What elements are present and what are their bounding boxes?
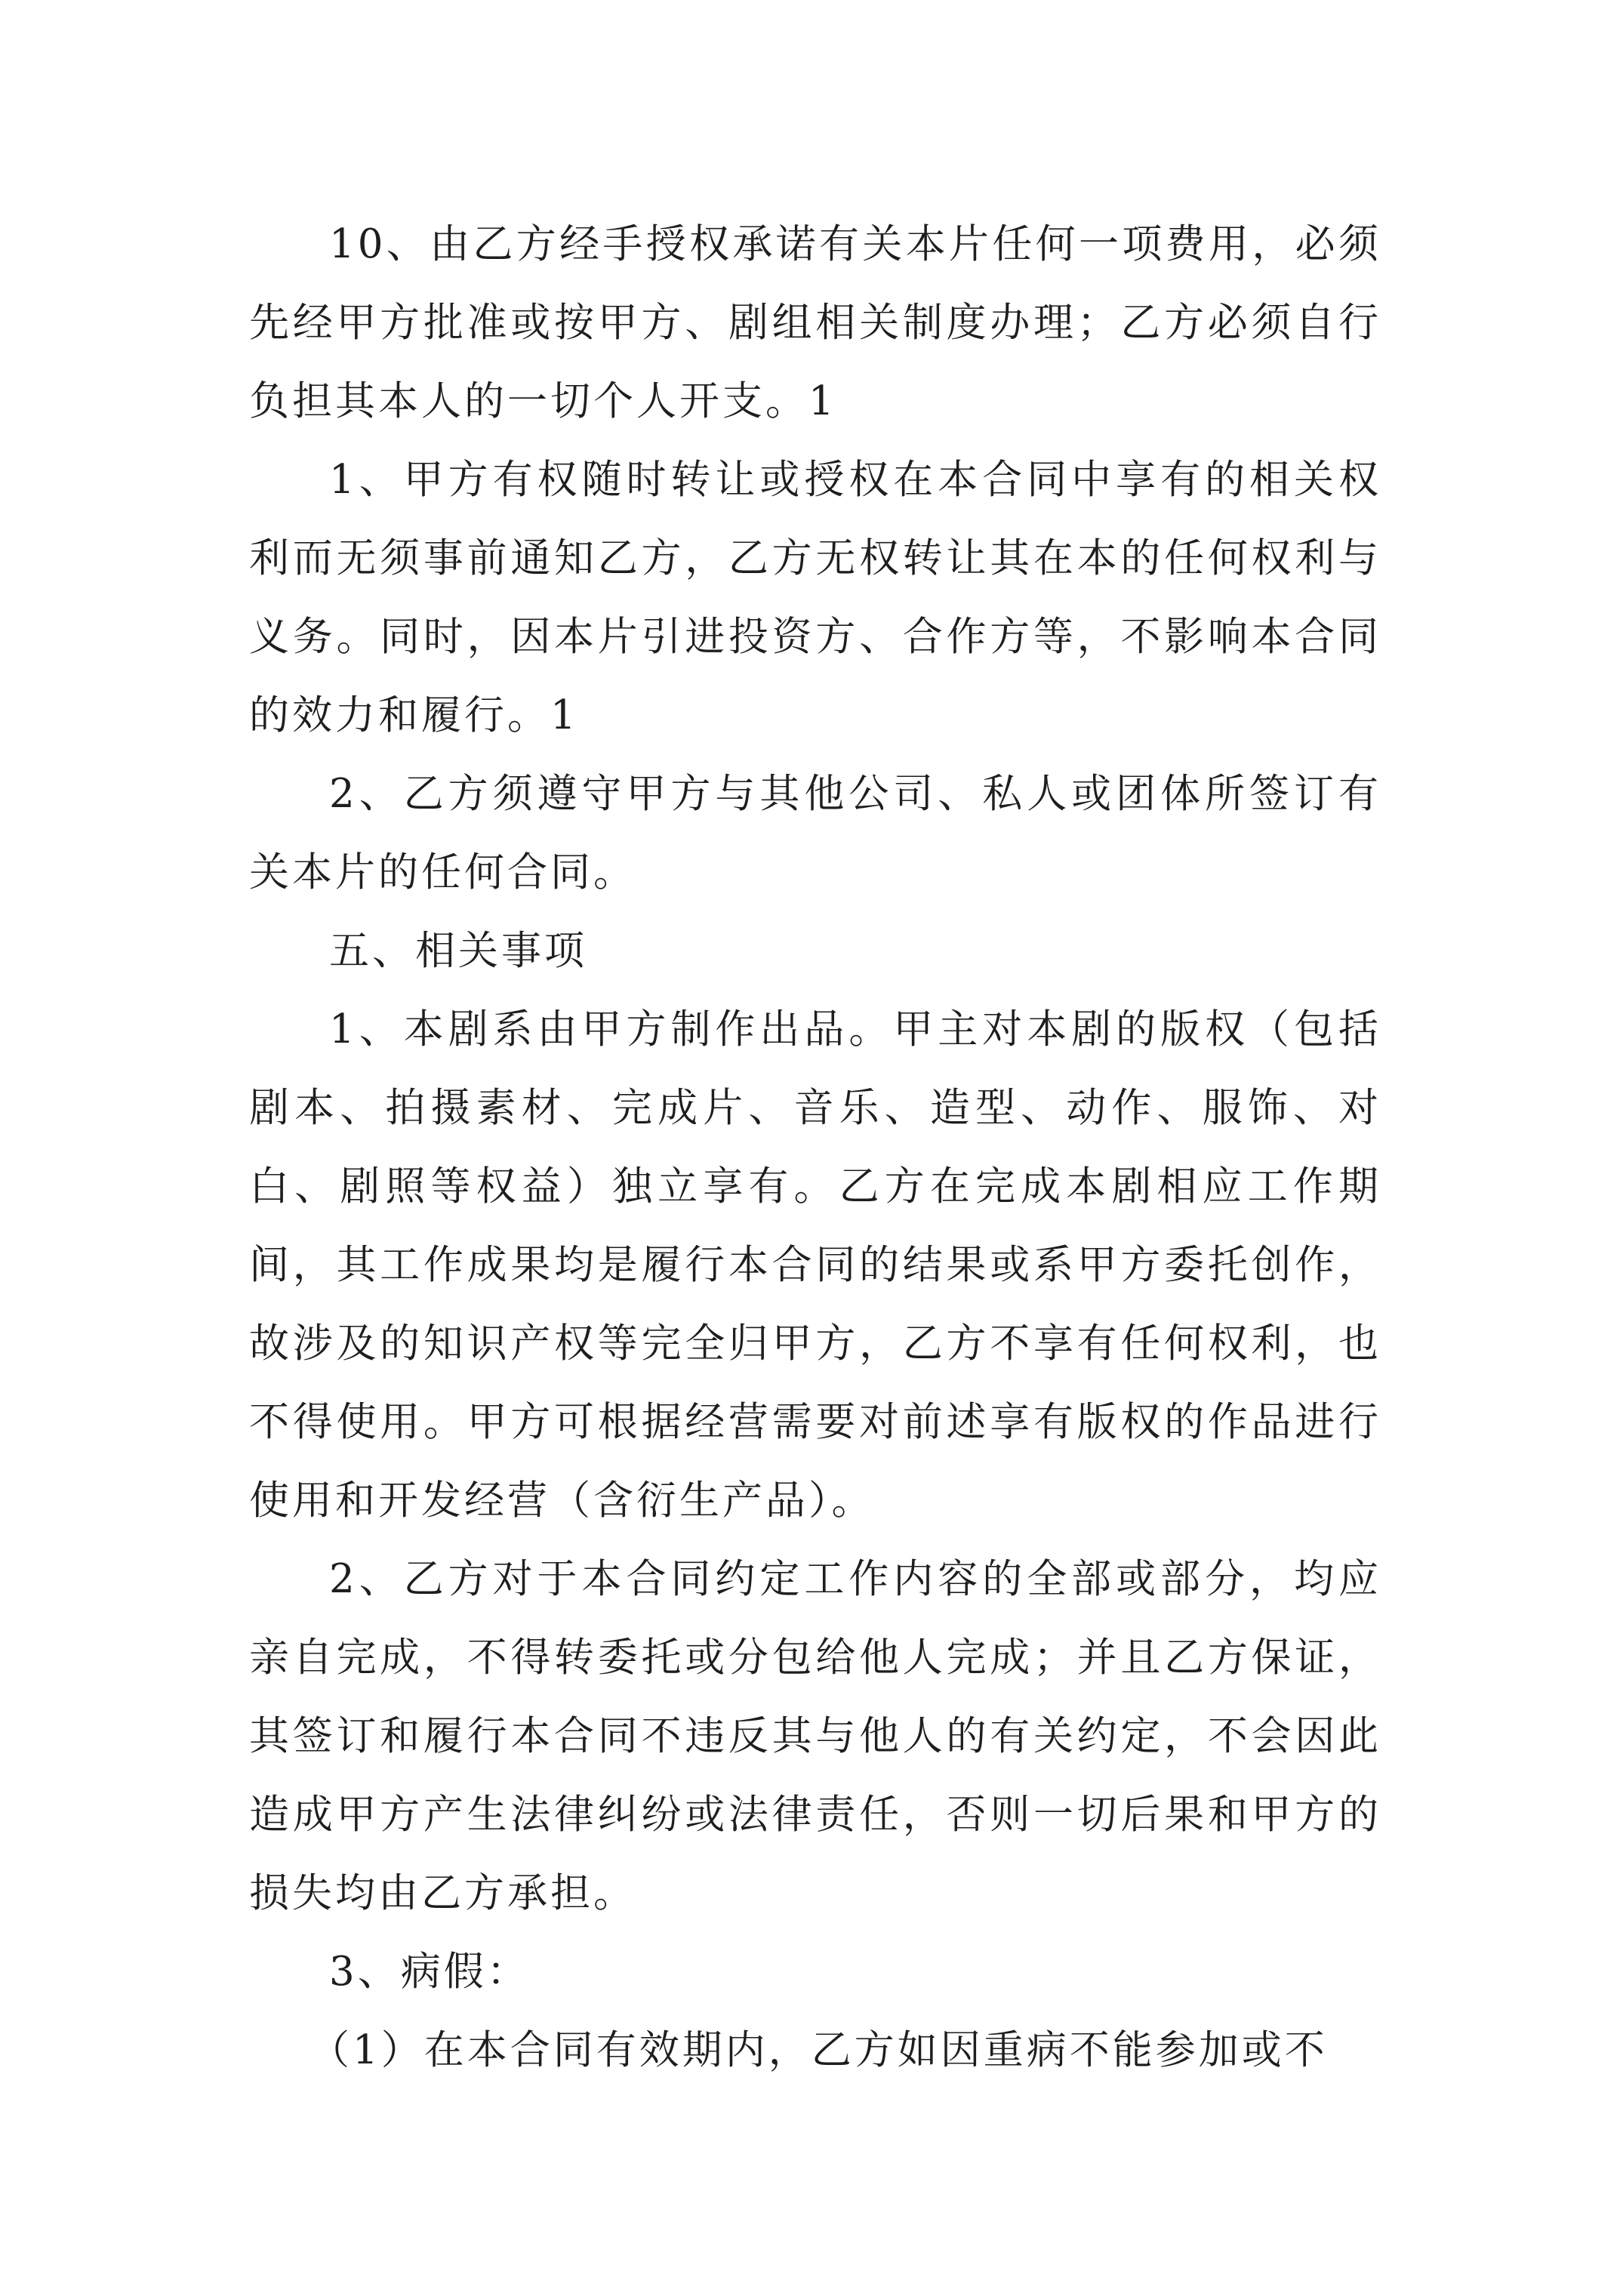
clause-10-expenses: 10、由乙方经手授权承诺有关本片任何一项费用，必须先经甲方批准或按甲方、剧组相关制度办理；乙方必须自行负担其本人的一切个人开支。1 [249, 221, 1381, 424]
clause-copyright: 1、本剧系由甲方制作出品。甲主对本剧的版权（包括剧本、拍摄素材、完成片、音乐、造型、动作、服饰、对白、剧照等权益）独立享有。乙方在完成本剧相应工作期间，其工作成果均是履行本合同的结果或系甲方委托创作，故涉及的知识产权等完全归甲方，乙方不享有任何权利，也不得使用。甲方可根据经营需要对前述享有版权的作品进行使用和开发经营（含衍生产品）。 [249, 1006, 1381, 1524]
clause-sick-leave-item-1: （1）在本合同有效期内，乙方如因重病不能参加或不 [310, 2027, 1328, 2073]
clause-12-comply-contracts: 2、乙方须遵守甲方与其他公司、私人或团体所签订有关本片的任何合同。 [249, 771, 1381, 895]
clause-11-transfer-rights: 1、甲方有权随时转让或授权在本合同中享有的相关权利而无须事前通知乙方，乙方无权转让其在本的任何权利与义务。同时，因本片引进投资方、合作方等，不影响本合同的效力和履行。1 [249, 457, 1381, 738]
clause-personal-completion: 2、乙方对于本合同约定工作内容的全部或部分，均应亲自完成，不得转委托或分包给他人完成；并且乙方保证，其签订和履行本合同不违反其与他人的有关约定，不会因此造成甲方产生法律纠纷或法律责任，否则一切后果和甲方的损失均由乙方承担。 [249, 1556, 1381, 1916]
clause-sick-leave-heading: 3、病假： [329, 1949, 530, 1995]
body-text [249, 205, 1381, 2090]
section-heading-related-matters: 五、相关事项 [329, 928, 587, 974]
